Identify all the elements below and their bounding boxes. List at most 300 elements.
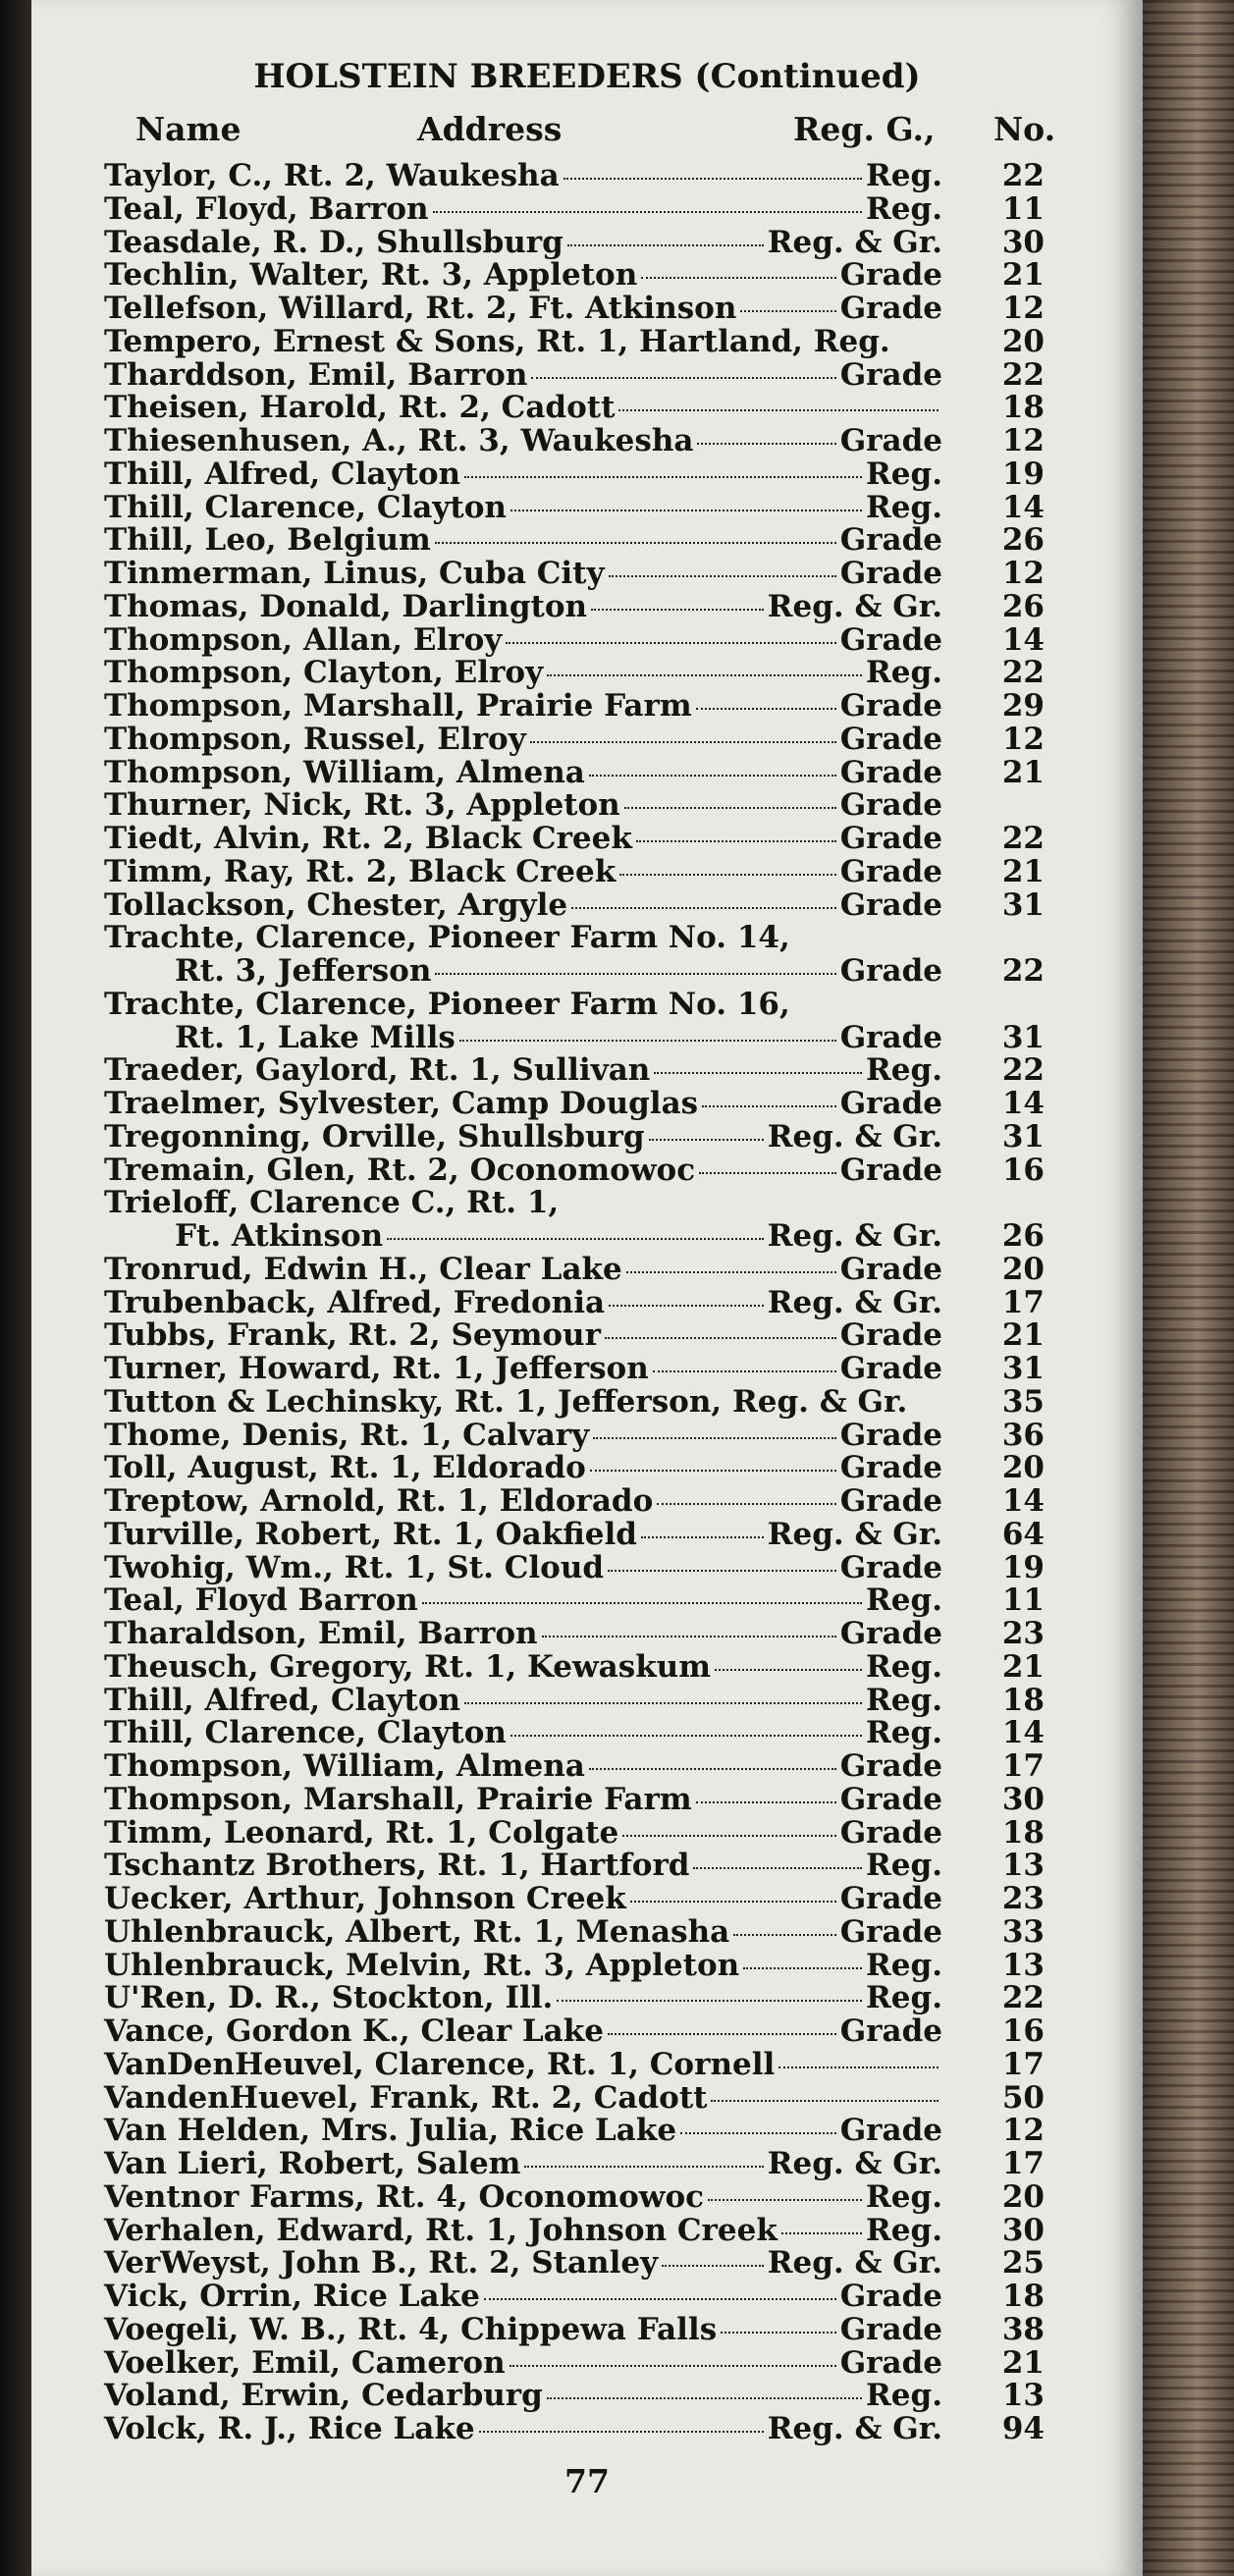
dot-leader bbox=[589, 1768, 836, 1770]
registration-class: Reg. & Gr. bbox=[767, 2245, 942, 2281]
dot-leader bbox=[624, 807, 836, 809]
dot-leader bbox=[387, 1238, 764, 1240]
herd-count: 31 bbox=[1001, 1019, 1045, 1055]
dot-leader bbox=[510, 1735, 862, 1737]
breeder-name-address: Thill, Alfred, Clayton bbox=[104, 456, 461, 492]
breeder-entry bbox=[104, 1716, 942, 1749]
breeder-row bbox=[31, 954, 1143, 988]
breeder-entry bbox=[104, 988, 942, 1021]
breeder-name-address: Tiedt, Alvin, Rt. 2, Black Creek bbox=[104, 821, 632, 856]
dot-leader bbox=[593, 1437, 836, 1439]
breeder-entry bbox=[104, 888, 942, 922]
registration-class: Grade bbox=[839, 1152, 942, 1188]
breeder-row bbox=[31, 921, 1143, 954]
breeder-name-address: Rt. 1, Lake Mills bbox=[175, 1019, 456, 1055]
registration-class: Grade bbox=[839, 1814, 942, 1851]
breeder-entry bbox=[104, 689, 942, 723]
breeder-row bbox=[31, 2412, 1143, 2445]
dot-leader bbox=[605, 1337, 836, 1339]
breeder-name-address: Thompson, Clayton, Elroy bbox=[104, 655, 544, 691]
breeder-entry bbox=[104, 2114, 942, 2147]
breeder-row bbox=[31, 1583, 1143, 1617]
breeder-row bbox=[31, 2280, 1143, 2313]
herd-count: 17 bbox=[1001, 2046, 1045, 2082]
breeder-name-address: Ventnor Farms, Rt. 4, Oconomowoc bbox=[104, 2178, 705, 2215]
breeder-entry bbox=[104, 1186, 942, 1219]
breeder-row bbox=[31, 1749, 1143, 1783]
breeder-entry bbox=[104, 1253, 942, 1286]
breeder-row bbox=[31, 358, 1143, 392]
dot-leader bbox=[708, 2199, 862, 2201]
breeder-name-address: Tinmerman, Linus, Cuba City bbox=[104, 556, 605, 591]
breeder-name-address: Trachte, Clarence, Pioneer Farm No. 16, bbox=[104, 986, 790, 1022]
dot-leader bbox=[567, 244, 764, 246]
herd-count: 64 bbox=[1001, 1516, 1045, 1552]
breeder-name-address: Verhalen, Edward, Rt. 1, Johnson Creek bbox=[104, 2212, 778, 2248]
dot-leader bbox=[619, 874, 836, 876]
breeder-entry bbox=[104, 1849, 942, 1882]
breeder-name-address: Uhlenbrauck, Melvin, Rt. 3, Appleton bbox=[104, 1947, 740, 1983]
registration-class: Reg. bbox=[866, 489, 942, 525]
herd-count: 50 bbox=[1001, 2079, 1045, 2116]
breeder-name-address: Theisen, Harold, Rt. 2, Cadott bbox=[104, 390, 616, 426]
herd-count: 11 bbox=[1001, 190, 1045, 227]
breeder-name-address: Thill, Clarence, Clayton bbox=[104, 1715, 507, 1751]
breeder-name-address: Tremain, Glen, Rt. 2, Oconomowoc bbox=[104, 1152, 696, 1188]
herd-count: 17 bbox=[1001, 1748, 1045, 1784]
breeder-name-address: Theusch, Gregory, Rt. 1, Kewaskum bbox=[104, 1648, 712, 1685]
breeder-name-address: Thill, Clarence, Clayton bbox=[104, 489, 507, 525]
breeder-entry bbox=[104, 358, 942, 392]
breeder-entry bbox=[104, 590, 942, 623]
breeder-entry bbox=[104, 2081, 942, 2115]
breeder-row bbox=[31, 1419, 1143, 1452]
dot-leader bbox=[693, 1867, 862, 1869]
registration-class: Reg. bbox=[866, 190, 942, 227]
breeder-row bbox=[31, 1518, 1143, 1551]
breeder-entry bbox=[104, 159, 942, 192]
registration-class: Grade bbox=[839, 291, 942, 326]
dot-leader bbox=[699, 1172, 836, 1174]
registration-class: Reg. & Gr. bbox=[767, 1218, 942, 1254]
dot-leader bbox=[636, 840, 836, 842]
breeder-name-address: Thill, Leo, Belgium bbox=[104, 522, 431, 559]
breeder-entry bbox=[104, 457, 942, 491]
dot-leader bbox=[653, 1370, 836, 1372]
breeder-row bbox=[31, 756, 1143, 789]
breeder-row bbox=[31, 557, 1143, 590]
breeder-entry bbox=[104, 1352, 942, 1385]
herd-count: 30 bbox=[1001, 2212, 1045, 2248]
registration-class: Reg. bbox=[866, 1682, 942, 1718]
breeder-entry bbox=[104, 523, 942, 557]
breeder-entry bbox=[104, 656, 942, 689]
dot-leader bbox=[608, 2033, 836, 2035]
breeder-entry bbox=[104, 1120, 942, 1154]
breeder-entry bbox=[104, 2214, 942, 2247]
breeder-row bbox=[31, 1783, 1143, 1816]
registration-class: Reg. bbox=[866, 655, 942, 691]
breeder-entry bbox=[104, 2313, 942, 2346]
breeder-row bbox=[31, 457, 1143, 491]
breeder-entry bbox=[175, 1219, 942, 1253]
herd-count: 18 bbox=[1001, 1814, 1045, 1851]
herd-count: 19 bbox=[1001, 456, 1045, 492]
herd-count: 26 bbox=[1001, 522, 1045, 559]
breeder-name-address: Timm, Leonard, Rt. 1, Colgate bbox=[104, 1814, 619, 1851]
herd-count: 18 bbox=[1001, 2279, 1045, 2314]
breeder-name-address: Turner, Howard, Rt. 1, Jefferson bbox=[104, 1351, 649, 1386]
dot-leader bbox=[641, 277, 835, 279]
breeder-entry bbox=[104, 1684, 942, 1717]
breeder-name-address: Trachte, Clarence, Pioneer Farm No. 14, bbox=[104, 920, 790, 956]
breeder-name-address: VandenHuevel, Frank, Rt. 2, Cadott bbox=[104, 2079, 708, 2116]
breeder-entry bbox=[104, 2048, 942, 2081]
registration-class: Grade bbox=[839, 953, 942, 989]
registration-class: Grade bbox=[839, 522, 942, 559]
breeder-name-address: Tschantz Brothers, Rt. 1, Hartford bbox=[104, 1848, 690, 1884]
registration-class: Grade bbox=[839, 1881, 942, 1916]
breeder-name-address: Treptow, Arnold, Rt. 1, Eldorado bbox=[104, 1483, 654, 1519]
herd-count: 31 bbox=[1001, 1351, 1045, 1386]
breeder-name-address: Thurner, Nick, Rt. 3, Appleton bbox=[104, 787, 620, 824]
registration-class: Grade bbox=[839, 1483, 942, 1519]
dot-leader bbox=[591, 609, 764, 611]
breeder-name-address: Tellefson, Willard, Rt. 2, Ft. Atkinson bbox=[104, 291, 737, 326]
breeder-row bbox=[31, 2180, 1143, 2214]
dot-leader bbox=[649, 1139, 764, 1141]
dot-leader bbox=[618, 409, 939, 411]
breeder-row bbox=[31, 2313, 1143, 2346]
breeder-name-address: Voegeli, W. B., Rt. 4, Chippewa Falls bbox=[104, 2311, 718, 2347]
dot-leader bbox=[696, 708, 836, 710]
breeder-row bbox=[31, 2346, 1143, 2380]
breeder-row bbox=[31, 424, 1143, 457]
dot-leader bbox=[702, 1105, 836, 1107]
herd-count: 14 bbox=[1001, 621, 1045, 658]
breeder-row bbox=[31, 1716, 1143, 1749]
dot-leader bbox=[531, 377, 835, 379]
breeder-entry bbox=[104, 391, 942, 424]
registration-class: Grade bbox=[839, 721, 942, 757]
breeder-row bbox=[31, 1551, 1143, 1584]
herd-count: 35 bbox=[1001, 1383, 1045, 1420]
registration-class: Grade bbox=[839, 1086, 942, 1121]
breeder-entry bbox=[104, 1617, 942, 1650]
breeder-name-address: Thompson, Marshall, Prairie Farm bbox=[104, 1781, 692, 1817]
breeder-entry bbox=[104, 557, 942, 590]
breeder-row bbox=[31, 723, 1143, 756]
breeder-entry bbox=[104, 921, 942, 954]
registration-class: Grade bbox=[839, 423, 942, 458]
breeder-entry bbox=[104, 1154, 942, 1187]
registration-class: Reg. bbox=[866, 2378, 942, 2414]
breeder-row bbox=[31, 2081, 1143, 2115]
breeder-row bbox=[31, 1253, 1143, 1286]
breeder-name-address: Thompson, William, Almena bbox=[104, 754, 585, 790]
breeder-entry bbox=[104, 1816, 942, 1850]
herd-count: 13 bbox=[1001, 1848, 1045, 1884]
herd-count: 25 bbox=[1001, 2245, 1045, 2281]
dot-leader bbox=[609, 1305, 764, 1307]
registration-class: Reg. bbox=[866, 1947, 942, 1983]
dot-leader bbox=[697, 443, 835, 445]
registration-class: Grade bbox=[839, 754, 942, 790]
herd-count: 13 bbox=[1001, 1947, 1045, 1983]
breeder-row bbox=[31, 159, 1143, 192]
breeder-name-address: Turville, Robert, Rt. 1, Oakfield bbox=[104, 1516, 637, 1552]
dot-leader bbox=[609, 575, 836, 577]
breeder-name-address: Thiesenhusen, A., Rt. 3, Waukesha bbox=[104, 423, 694, 458]
breeder-row bbox=[31, 656, 1143, 689]
breeder-name-address: Traeder, Gaylord, Rt. 1, Sullivan bbox=[104, 1052, 651, 1089]
breeder-row bbox=[31, 1849, 1143, 1882]
herd-count: 22 bbox=[1001, 1052, 1045, 1089]
breeder-row bbox=[31, 1385, 1143, 1419]
dot-leader bbox=[464, 476, 862, 478]
breeder-name-address: Tempero, Ernest & Sons, Rt. 1, Hartland, Reg. bbox=[104, 323, 890, 359]
breeder-entry bbox=[104, 2014, 942, 2048]
registration-class: Grade bbox=[839, 2113, 942, 2149]
dot-leader bbox=[484, 2298, 836, 2300]
herd-count: 17 bbox=[1001, 2146, 1045, 2181]
breeder-entry bbox=[104, 491, 942, 524]
breeder-name-address: Tollackson, Chester, Argyle bbox=[104, 886, 568, 923]
breeder-row bbox=[31, 2014, 1143, 2048]
dot-leader bbox=[547, 674, 862, 676]
breeder-row bbox=[31, 2379, 1143, 2412]
breeder-name-address: Rt. 3, Jefferson bbox=[175, 953, 432, 989]
breeder-entry bbox=[104, 258, 942, 292]
breeder-entry bbox=[104, 192, 942, 226]
breeder-name-address: Techlin, Walter, Rt. 3, Appleton bbox=[104, 257, 638, 294]
dot-leader bbox=[479, 2431, 764, 2433]
herd-count: 14 bbox=[1001, 489, 1045, 525]
herd-count: 20 bbox=[1001, 323, 1045, 359]
herd-count: 31 bbox=[1001, 1118, 1045, 1154]
herd-count: 29 bbox=[1001, 688, 1045, 724]
breeder-entry bbox=[104, 1749, 942, 1783]
herd-count: 30 bbox=[1001, 1781, 1045, 1817]
registration-class: Grade bbox=[839, 2311, 942, 2347]
breeder-name-address: Tregonning, Orville, Shullsburg bbox=[104, 1118, 645, 1154]
breeder-entry bbox=[104, 1882, 942, 1915]
breeder-name-address: Thome, Denis, Rt. 1, Calvary bbox=[104, 1417, 590, 1453]
herd-count: 22 bbox=[1001, 158, 1045, 193]
breeder-entry bbox=[104, 1087, 942, 1120]
registration-class: Grade bbox=[839, 556, 942, 591]
breeder-row bbox=[31, 1021, 1143, 1054]
registration-class: Reg. bbox=[866, 2178, 942, 2215]
breeder-row bbox=[31, 1816, 1143, 1850]
breeder-row bbox=[31, 226, 1143, 259]
breeder-entry bbox=[104, 1419, 942, 1452]
breeder-entry bbox=[104, 1451, 942, 1484]
breeder-entry bbox=[104, 1583, 942, 1617]
herd-count: 23 bbox=[1001, 1616, 1045, 1651]
herd-count: 12 bbox=[1001, 721, 1045, 757]
herd-count: 13 bbox=[1001, 2378, 1045, 2414]
breeder-row bbox=[31, 855, 1143, 888]
herd-count: 16 bbox=[1001, 2013, 1045, 2049]
breeder-name-address: Voelker, Emil, Cameron bbox=[104, 2344, 506, 2381]
dot-leader bbox=[433, 211, 862, 213]
herd-count: 18 bbox=[1001, 390, 1045, 426]
breeder-entry bbox=[104, 2246, 942, 2280]
herd-count: 20 bbox=[1001, 2178, 1045, 2215]
breeder-name-address: Thompson, Russel, Elroy bbox=[104, 721, 526, 757]
breeder-name-address: Traelmer, Sylvester, Camp Douglas bbox=[104, 1086, 699, 1121]
registration-class: Grade bbox=[839, 1748, 942, 1784]
registration-class: Reg. bbox=[866, 1980, 942, 2016]
herd-count: 17 bbox=[1001, 1284, 1045, 1320]
breeder-entry bbox=[104, 1385, 942, 1419]
herd-count: 21 bbox=[1001, 1648, 1045, 1685]
breeder-name-address: Uhlenbrauck, Albert, Rt. 1, Menasha bbox=[104, 1913, 730, 1950]
dot-leader bbox=[557, 2000, 862, 2002]
breeder-name-address: Voland, Erwin, Cedarburg bbox=[104, 2378, 543, 2414]
breeder-row bbox=[31, 822, 1143, 855]
breeder-row bbox=[31, 491, 1143, 524]
breeder-row bbox=[31, 1650, 1143, 1684]
breeder-row bbox=[31, 2147, 1143, 2180]
registration-class: Grade bbox=[839, 1351, 942, 1386]
breeder-row bbox=[31, 988, 1143, 1021]
breeder-row bbox=[31, 1882, 1143, 1915]
breeder-name-address: Timm, Ray, Rt. 2, Black Creek bbox=[104, 853, 617, 889]
breeder-entry bbox=[104, 1783, 942, 1816]
registration-class: Reg. & Gr. bbox=[767, 1284, 942, 1320]
registration-class: Reg. & Gr. bbox=[767, 2146, 942, 2181]
breeder-row bbox=[31, 2114, 1143, 2147]
dot-leader bbox=[662, 2265, 764, 2267]
registration-class: Grade bbox=[839, 1251, 942, 1287]
header-number: No. bbox=[993, 110, 1056, 148]
breeder-row bbox=[31, 1915, 1143, 1949]
breeder-row bbox=[31, 1451, 1143, 1484]
herd-count: 21 bbox=[1001, 1317, 1045, 1354]
herd-count: 21 bbox=[1001, 754, 1045, 790]
header-reg-grade: Reg. G., bbox=[793, 110, 936, 148]
breeder-name-address: Van Helden, Mrs. Julia, Rice Lake bbox=[104, 2113, 677, 2149]
breeder-row bbox=[31, 1053, 1143, 1087]
registration-class: Reg. bbox=[866, 1583, 942, 1619]
herd-count: 26 bbox=[1001, 588, 1045, 624]
breeder-row bbox=[31, 1684, 1143, 1717]
registration-class: Reg. bbox=[866, 1052, 942, 1089]
breeder-entry bbox=[104, 226, 942, 259]
breeder-row bbox=[31, 2048, 1143, 2081]
breeder-entry bbox=[175, 1021, 942, 1054]
breeder-row bbox=[31, 590, 1143, 623]
herd-count: 26 bbox=[1001, 1218, 1045, 1254]
dot-leader bbox=[711, 2100, 939, 2102]
breeder-name-address: Trieloff, Clarence C., Rt. 1, bbox=[104, 1185, 560, 1221]
registration-class: Grade bbox=[839, 1781, 942, 1817]
breeder-entry bbox=[104, 1286, 942, 1319]
breeder-row bbox=[31, 1318, 1143, 1352]
registration-class: Reg. & Gr. bbox=[767, 588, 942, 624]
breeder-row bbox=[31, 1219, 1143, 1253]
herd-count: 22 bbox=[1001, 1980, 1045, 2016]
breeder-name-address: Twohig, Wm., Rt. 1, St. Cloud bbox=[104, 1549, 605, 1585]
dot-leader bbox=[542, 1636, 836, 1637]
breeder-name-address: Trubenback, Alfred, Fredonia bbox=[104, 1284, 606, 1320]
breeder-row bbox=[31, 192, 1143, 226]
herd-count: 38 bbox=[1001, 2311, 1045, 2347]
breeder-name-address: Tutton & Lechinsky, Rt. 1, Jefferson, Reg. & Gr. bbox=[104, 1383, 908, 1420]
breeder-entry bbox=[104, 1318, 942, 1352]
registration-class: Grade bbox=[839, 1417, 942, 1453]
dot-leader bbox=[740, 310, 835, 312]
dot-leader bbox=[590, 1470, 836, 1472]
registration-class: Reg. bbox=[866, 158, 942, 193]
breeder-entry bbox=[104, 1915, 942, 1949]
breeder-entry bbox=[104, 623, 942, 657]
dot-leader bbox=[733, 1934, 835, 1936]
dot-leader bbox=[547, 2397, 862, 2399]
registration-class: Grade bbox=[839, 688, 942, 724]
breeder-name-address: Tronrud, Edwin H., Clear Lake bbox=[104, 1251, 622, 1287]
breeder-name-address: Tubbs, Frank, Rt. 2, Seymour bbox=[104, 1317, 601, 1354]
breeder-name-address: Uecker, Arthur, Johnson Creek bbox=[104, 1881, 626, 1916]
breeder-entry bbox=[104, 1981, 942, 2014]
breeder-row bbox=[31, 1484, 1143, 1518]
page-title: HOLSTEIN BREEDERS (Continued) bbox=[253, 57, 921, 96]
dot-leader bbox=[657, 1503, 835, 1505]
herd-count: 20 bbox=[1001, 1450, 1045, 1486]
herd-count: 22 bbox=[1001, 655, 1045, 691]
herd-count: 19 bbox=[1001, 1549, 1045, 1585]
registration-class: Reg. & Gr. bbox=[767, 2411, 942, 2446]
dot-leader bbox=[422, 1602, 862, 1604]
dot-leader bbox=[506, 642, 835, 644]
breeder-entry bbox=[104, 855, 942, 888]
page-number: 77 bbox=[564, 2462, 610, 2500]
dot-leader bbox=[696, 1801, 836, 1803]
registration-class: Grade bbox=[839, 2279, 942, 2314]
breeder-entry bbox=[175, 954, 942, 988]
herd-count: 20 bbox=[1001, 1251, 1045, 1287]
dot-leader bbox=[721, 2332, 836, 2334]
breeder-name-address: Thomas, Donald, Darlington bbox=[104, 588, 588, 624]
registration-class: Reg. bbox=[866, 456, 942, 492]
herd-count: 22 bbox=[1001, 356, 1045, 393]
breeder-entry bbox=[104, 822, 942, 855]
dot-leader bbox=[563, 178, 862, 180]
herd-count: 12 bbox=[1001, 291, 1045, 326]
breeder-name-address: Thompson, Allan, Elroy bbox=[104, 621, 503, 658]
breeder-name-address: Vance, Gordon K., Clear Lake bbox=[104, 2013, 604, 2049]
breeder-row bbox=[31, 689, 1143, 723]
breeder-name-address: VerWeyst, John B., Rt. 2, Stanley bbox=[104, 2245, 659, 2281]
breeder-entry bbox=[104, 325, 942, 358]
breeder-entry bbox=[104, 1949, 942, 1982]
dot-leader bbox=[571, 907, 836, 909]
breeder-name-address: Thompson, Marshall, Prairie Farm bbox=[104, 688, 692, 724]
dot-leader bbox=[715, 1669, 862, 1671]
herd-count: 11 bbox=[1001, 1583, 1045, 1619]
book-binding-edge bbox=[1143, 0, 1234, 2576]
registration-class: Reg. & Gr. bbox=[767, 224, 942, 260]
breeder-name-address: Taylor, C., Rt. 2, Waukesha bbox=[104, 158, 560, 193]
dot-leader bbox=[781, 2232, 862, 2234]
breeder-name-address: Ft. Atkinson bbox=[175, 1218, 384, 1254]
registration-class: Grade bbox=[839, 1019, 942, 1055]
registration-class: Grade bbox=[839, 1616, 942, 1651]
dot-leader bbox=[589, 775, 836, 777]
dot-leader bbox=[435, 973, 835, 975]
